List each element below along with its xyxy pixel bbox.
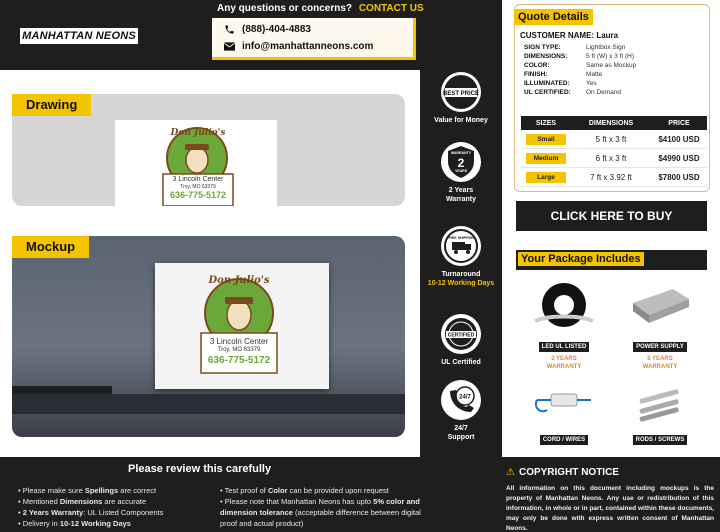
quote-title: Quote Details: [514, 9, 593, 25]
feature-strip: [420, 70, 502, 457]
feature-best-price: [420, 72, 502, 125]
list-item: • Test proof of Color can be provided upon request: [220, 485, 438, 496]
copyright-title: ⚠ COPYRIGHT NOTICE: [506, 467, 619, 478]
list-item: • Please note that Manhattan Neons has upto 5% color and dimension tolerance (acceptable difference between digital proof and actual product): [220, 496, 438, 529]
feature-label: 24/7 Support: [447, 425, 475, 441]
customer-line: CUSTOMER NAME: Laura: [520, 31, 619, 40]
package-title: Your Package Includes: [518, 252, 644, 266]
table-row[interactable]: Large 7 ft x 3.92 ft $7800 USD: [521, 168, 707, 187]
email-row[interactable]: [224, 41, 373, 52]
svg-text:WARRANTY: WARRANTY: [450, 151, 472, 155]
list-item: • 2 Years Warranty: UL Listed Components: [18, 507, 218, 518]
mockup-label: Mockup: [12, 236, 89, 258]
preview-column: [0, 70, 420, 457]
list-item: • Mentioned Dimensions are accurate: [18, 496, 218, 507]
feature-label: UL Certified: [441, 359, 481, 366]
contact-us-link[interactable]: CONTACT US: [358, 3, 424, 14]
buy-button[interactable]: CLICK HERE TO BUY: [516, 201, 707, 231]
mockup-sign-city: Troy, MO 63379: [217, 347, 261, 353]
size-badge: Medium: [526, 153, 566, 164]
contact-card: [212, 18, 416, 60]
package-item-power-supply: POWER SUPPLY 5 YEARS WARRANTY: [618, 275, 702, 371]
list-item: • Delivery in 10-12 Working Days: [18, 518, 218, 529]
cord-icon: [522, 376, 606, 428]
sign-name: Don Julio's: [170, 128, 226, 138]
feature-label: Turnaround 10-12 Working Days: [427, 271, 495, 287]
phone-icon: [224, 24, 235, 35]
spec-row: DIMENSIONS: 5 ft (W) x 3 ft (H): [524, 53, 635, 60]
mockup-sign-phone: 636-775-5172: [207, 355, 271, 366]
table-row[interactable]: Small 5 ft x 3 ft $4100 USD: [521, 130, 707, 149]
warranty-shield-icon: [441, 142, 481, 182]
svg-text:BEST PRICE: BEST PRICE: [442, 91, 480, 97]
svg-text:YEARS: YEARS: [454, 169, 468, 173]
feature-warranty: [420, 142, 502, 204]
warning-icon: ⚠: [506, 467, 515, 478]
price-table-header: SIZES DIMENSIONS PRICE: [521, 116, 707, 130]
free-shipping-icon: [441, 226, 481, 266]
svg-text:24/7: 24/7: [459, 394, 471, 401]
copyright-text: All information on this document including mockups is the property of Manhattan Neons. Any use or redistribution of this information, in whole or in part, contained within these documents, may only be done with express written consent of Manhattan Neons.: [506, 485, 714, 532]
sign-phone: 636-775-5172: [169, 190, 227, 200]
mockup-lightbox[interactable]: [155, 263, 329, 389]
mockup-sign-address: 3 Lincoln Center: [209, 337, 269, 346]
mail-icon: [224, 42, 235, 51]
drawing-label: Drawing: [12, 94, 91, 116]
feature-label: 2 Years Warranty: [445, 187, 477, 203]
certified-seal-icon: [441, 314, 481, 354]
table-row[interactable]: Medium 6 ft x 3 ft $4990 USD: [521, 149, 707, 168]
feature-turnaround: [420, 226, 502, 288]
package-header: [516, 250, 707, 270]
sign-drawing[interactable]: [115, 120, 277, 206]
questions-text: Any questions or concerns?: [217, 3, 353, 14]
footer: [0, 457, 720, 532]
spec-row: ILLUMINATED: Yes: [524, 80, 597, 87]
sign-city: Troy, MO 63379: [180, 184, 216, 190]
feature-ul-certified: [420, 314, 502, 367]
email-address: info@manhattanneons.com: [242, 41, 374, 52]
price-table: [521, 116, 707, 187]
phone-number: (888)-404-4883: [242, 24, 311, 36]
svg-text:2: 2: [457, 156, 465, 170]
best-price-icon: [441, 72, 481, 112]
spec-row: COLOR: Same as Mockup: [524, 62, 637, 69]
power-supply-icon: [618, 275, 702, 335]
mockup-panel: [12, 236, 405, 437]
storefront-awning: [12, 394, 405, 414]
list-item: • Please make sure Spellings are correct: [18, 485, 218, 496]
support-phone-icon: [441, 380, 481, 420]
led-strip-icon: [522, 275, 606, 335]
size-badge: Small: [526, 134, 566, 145]
svg-text:FREE SHIPPING: FREE SHIPPING: [447, 236, 475, 240]
svg-text:CERTIFIED: CERTIFIED: [447, 332, 475, 339]
brand-logo[interactable]: MANHATTAN NEONS: [20, 28, 138, 44]
rods-icon: [618, 376, 702, 428]
quote-column: [502, 0, 720, 457]
spec-row: UL CERTIFIED: On Demand: [524, 89, 622, 96]
size-badge: Large: [526, 172, 566, 183]
customer-name: Laura: [596, 31, 619, 40]
feature-support: [420, 380, 502, 442]
mockup-sign-name: Don Julio's: [208, 275, 270, 286]
awning-bracket: [12, 386, 112, 394]
package-item-rods: RODS / SCREWS: [618, 376, 702, 446]
review-list-left: [18, 485, 218, 529]
package-item-led: LED UL LISTED 2 YEARS WARRANTY: [522, 275, 606, 371]
spec-row: SIGN TYPE: Lightbox Sign: [524, 44, 626, 51]
questions-line: [217, 3, 424, 14]
spec-row: FINISH: Matte: [524, 71, 603, 78]
feature-label: Value for Money: [434, 117, 488, 124]
review-title: Please review this carefully: [128, 463, 272, 475]
package-item-cord: CORD / WIRES: [522, 376, 606, 446]
sign-address: 3 Lincoln Center: [172, 176, 224, 183]
review-list-right: [220, 485, 438, 529]
phone-row[interactable]: [224, 24, 311, 35]
